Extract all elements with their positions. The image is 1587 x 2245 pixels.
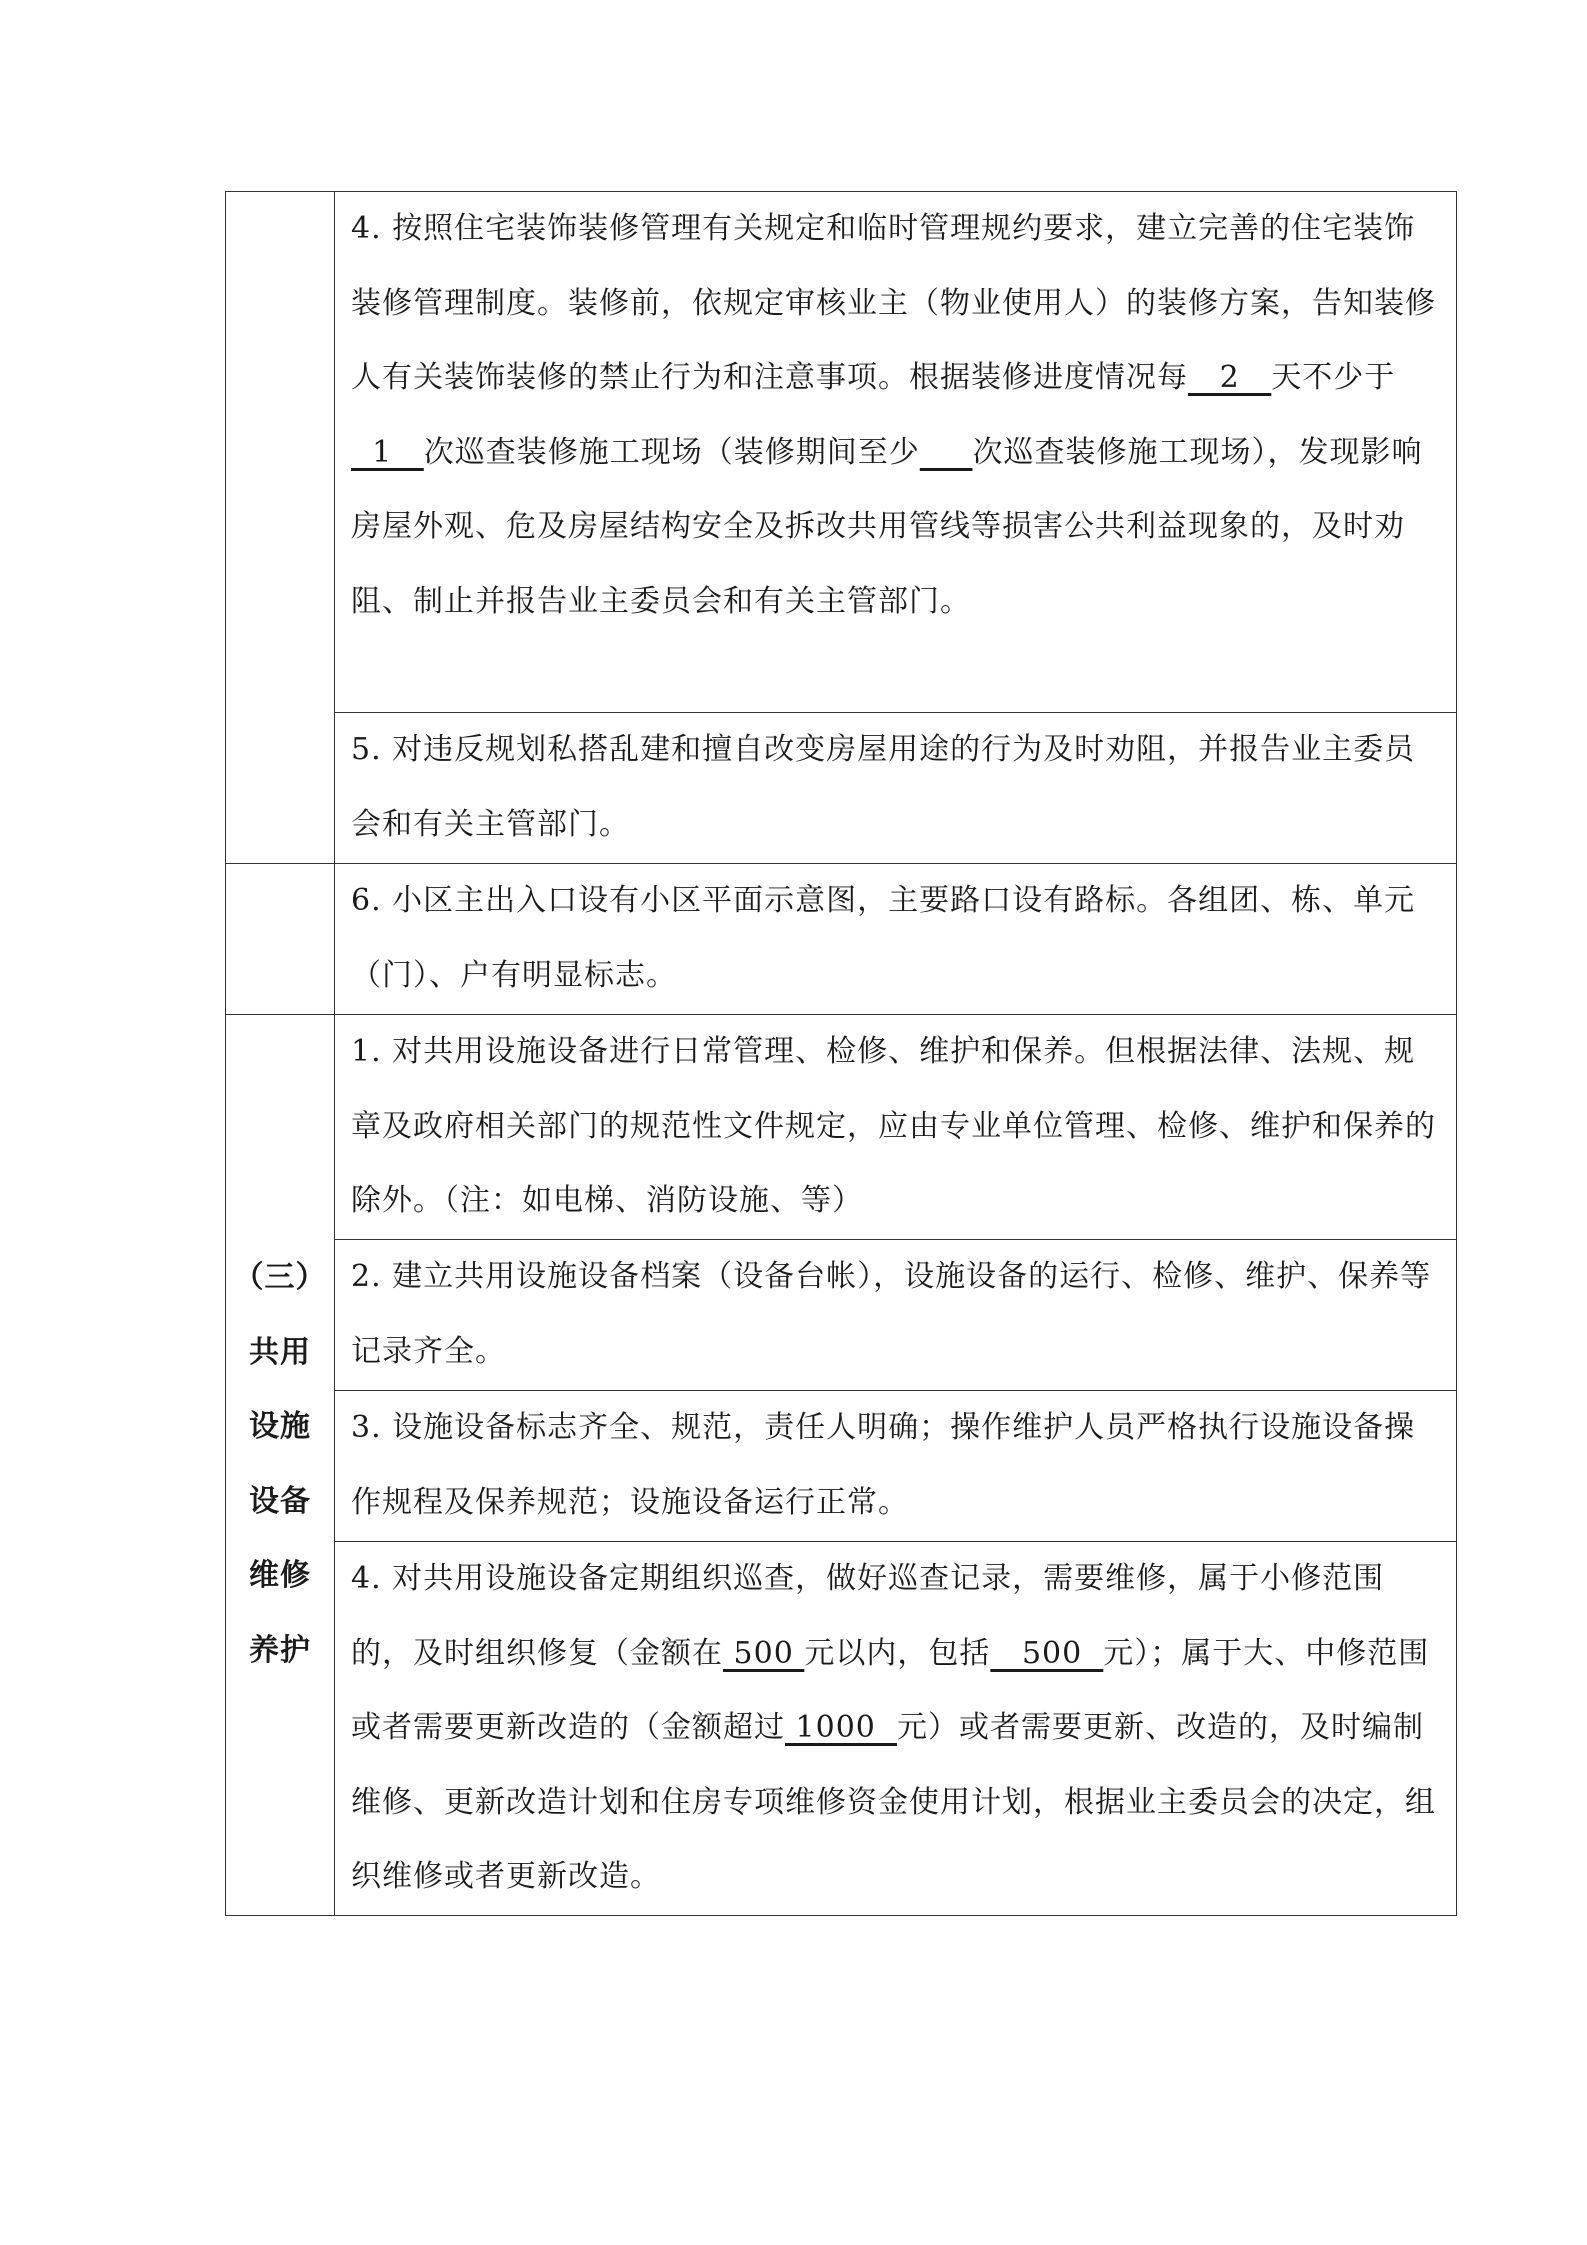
equipment-signage-text: 3. 设施设备标志齐全、规范，责任人明确；操作维护人员严格执行设施设备操作规程及保养规范；设施设备运行正常。 xyxy=(351,1410,1416,1520)
table-row xyxy=(226,1240,1457,1391)
item-cell xyxy=(335,1015,1457,1240)
minor-repair-include-blank: 500 xyxy=(990,1635,1104,1671)
table-row xyxy=(226,192,1457,713)
service-standards-table xyxy=(225,191,1457,1916)
equipment-records-text: 2. 建立共用设施设备档案（设备台帐），设施设备的运行、检修、维护、保养等记录齐全。 xyxy=(351,1259,1432,1369)
section-label-empty xyxy=(226,192,335,864)
decoration-management-text: 4. 按照住宅装饰装修管理有关规定和临时管理规约要求，建立完善的住宅装饰装修管理制度。装修前，依规定审核业主（物业使用人）的装修方案，告知装修人有关装饰装修的禁止行为和注意事项。根据装修进度情况每 2 天不少于 1 次巡查装修施工现场（装修期间至少 次巡查装修施工现场），发现影响房屋外观、危及房屋结构安全及拆改共用管线等损害公共利益现象的，及时劝阻、制止并报告业主委员会和有关主管部门。 xyxy=(351,211,1436,619)
table-row xyxy=(226,1391,1457,1542)
signage-text: 6. 小区主出入口设有小区平面示意图，主要路口设有路标。各组团、栋、单元（门）、户有明显标志。 xyxy=(351,883,1416,993)
item-cell xyxy=(335,713,1457,864)
daily-maintenance-text: 1. 对共用设施设备进行日常管理、检修、维护和保养。但根据法律、法规、规章及政府相关部门的规范性文件规定，应由专业单位管理、检修、维护和保养的除外。（注：如电梯、消防设施、等） xyxy=(351,1034,1436,1218)
item-cell xyxy=(335,1391,1457,1542)
item-cell xyxy=(335,864,1457,1015)
minimum-inspections-blank xyxy=(920,435,973,470)
inspection-times-blank: 1 xyxy=(351,434,424,470)
item-cell xyxy=(335,1542,1457,1916)
table-row xyxy=(226,1542,1457,1916)
periodic-inspection-text: 4. 对共用设施设备定期组织巡查，做好巡查记录，需要维修，属于小修范围的，及时组织修复（金额在 500 元以内，包括 500 元）；属于大、中修范围或者需要更新改造的（金额超过 1000 元）或者需要更新、改造的，及时编制维修、更新改造计划和住房专项维修资金使用计划，根据业主委员会的决定，组织维修或者更新改造。 xyxy=(351,1561,1436,1894)
minor-repair-limit-blank: 500 xyxy=(723,1635,805,1671)
section-label-empty xyxy=(226,864,335,1015)
table-row xyxy=(226,1015,1457,1240)
major-repair-threshold-blank: 1000 xyxy=(785,1710,897,1745)
inspection-days-blank: 2 xyxy=(1188,360,1272,395)
illegal-construction-text: 5. 对违反规划私搭乱建和擅自改变房屋用途的行为及时劝阻，并报告业主委员会和有关主管部门。 xyxy=(351,732,1416,842)
item-cell xyxy=(335,1240,1457,1391)
section-label-facility-maintenance: （三） 共用 设施 设备 维修 养护 xyxy=(226,1015,335,1916)
table-row xyxy=(226,713,1457,864)
item-cell xyxy=(335,192,1457,713)
table-row xyxy=(226,864,1457,1015)
